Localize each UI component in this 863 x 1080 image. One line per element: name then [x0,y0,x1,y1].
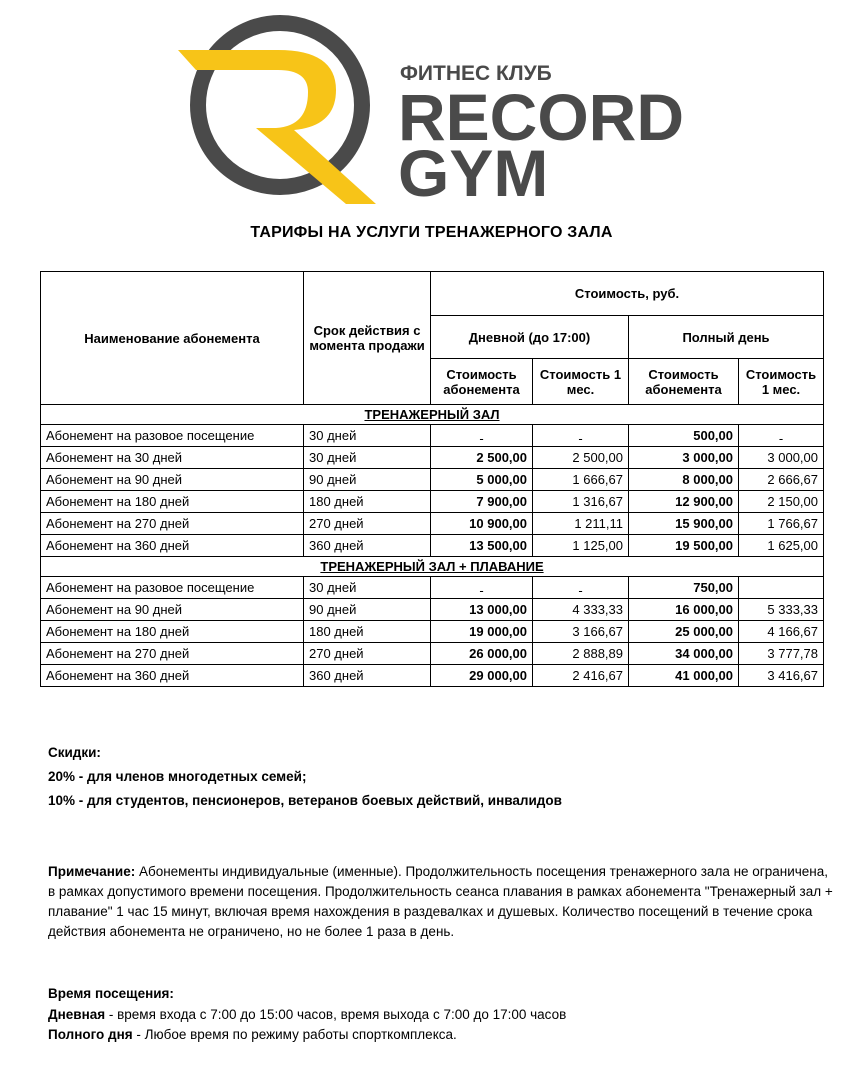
cell-full-month: 3 777,78 [739,643,824,665]
cell-full-price: 16 000,00 [629,599,739,621]
table-row [41,447,824,469]
cell-full-price: 19 500,00 [629,535,739,557]
cell-name: Абонемент на 360 дней [41,665,304,687]
cell-day-month: 2 416,67 [533,665,629,687]
visit-time-block [48,984,566,1046]
cell-day-month: 1 211,11 [533,513,629,535]
cell-full-month: 2 150,00 [739,491,824,513]
cell-name: Абонемент на 180 дней [41,621,304,643]
section-title: ТРЕНАЖЕРНЫЙ ЗАЛ [41,405,824,425]
cell-term: 90 дней [304,599,431,621]
cell-full-price: 750,00 [629,577,739,599]
header-full: Полный день [629,316,824,359]
cell-day-price: 19 000,00 [431,621,533,643]
cell-name: Абонемент на 30 дней [41,447,304,469]
cell-day-month: 4 333,33 [533,599,629,621]
cell-day-month: 2 888,89 [533,643,629,665]
cell-day-price: - [431,425,533,447]
discounts-block [48,741,562,813]
cell-day-month: 1 666,67 [533,469,629,491]
cell-full-month: 1 766,67 [739,513,824,535]
cell-name: Абонемент на 270 дней [41,513,304,535]
cell-day-price: 13 000,00 [431,599,533,621]
table-row [41,665,824,687]
cell-day-price: 2 500,00 [431,447,533,469]
cell-day-month: - [533,425,629,447]
table-row [41,469,824,491]
cell-name: Абонемент на 90 дней [41,599,304,621]
cell-term: 270 дней [304,643,431,665]
cell-term: 180 дней [304,491,431,513]
cell-term: 360 дней [304,665,431,687]
cell-term: 30 дней [304,425,431,447]
page-title: ТАРИФЫ НА УСЛУГИ ТРЕНАЖЕРНОГО ЗАЛА [250,224,613,241]
visit-time-day [48,1005,566,1026]
cell-name: Абонемент на 90 дней [41,469,304,491]
cell-name: Абонемент на 270 дней [41,643,304,665]
logo-record-text: RECORD [398,80,685,154]
discount-item: 10% - для студентов, пенсионеров, ветеранов боевых действий, инвалидов [48,793,562,808]
cell-day-price: 26 000,00 [431,643,533,665]
cell-term: 360 дней [304,535,431,557]
cell-day-price: 13 500,00 [431,535,533,557]
section-row [41,557,824,577]
section-title: ТРЕНАЖЕРНЫЙ ЗАЛ + ПЛАВАНИЕ [41,557,824,577]
header-name: Наименование абонемента [41,272,304,405]
header-full-sub-cost: Стоимость абонемента [629,359,739,405]
cell-full-price: 15 900,00 [629,513,739,535]
cell-full-price: 3 000,00 [629,447,739,469]
header-full-month-cost: Стоимость 1 мес. [739,359,824,405]
cell-full-price: 12 900,00 [629,491,739,513]
note-block [48,862,838,942]
cell-full-month: - [739,425,824,447]
cell-term: 90 дней [304,469,431,491]
discount-item: 20% - для членов многодетных семей; [48,769,307,784]
cell-day-price: 7 900,00 [431,491,533,513]
cell-full-price: 8 000,00 [629,469,739,491]
logo-small-text: ФИТНЕС КЛУБ [400,62,552,85]
logo-gym-text: GYM [398,136,549,208]
cell-full-month: 4 166,67 [739,621,824,643]
visit-time-day-text: - время входа с 7:00 до 15:00 часов, время выхода с 7:00 до 17:00 часов [105,1006,567,1022]
cell-day-month: 3 166,67 [533,621,629,643]
cell-name: Абонемент на разовое посещение [41,425,304,447]
cell-full-month: 1 625,00 [739,535,824,557]
header-day: Дневной (до 17:00) [431,316,629,359]
section-row [41,405,824,425]
cell-day-month: 1 125,00 [533,535,629,557]
table-row [41,491,824,513]
header-day-month-cost: Стоимость 1 мес. [533,359,629,405]
cell-full-price: 25 000,00 [629,621,739,643]
cell-term: 180 дней [304,621,431,643]
cell-name: Абонемент на 180 дней [41,491,304,513]
discounts-title: Скидки: [48,745,101,760]
visit-time-day-label: Дневная [48,1006,106,1022]
visit-time-title: Время посещения: [48,986,174,1001]
cell-day-price: 29 000,00 [431,665,533,687]
cell-full-month: 2 666,67 [739,469,824,491]
header-term: Срок действия с момента продажи [304,272,431,405]
note-text: Абонементы индивидуальные (именные). Продолжительность посещения тренажерного зала не ограничена, в рамках допустимого времени посещения. Продолжительность сеанса плавания в рамках абонемента "Тренажерный зал + плавание" 1 час 15 минут, включая время нахождения в раздевалках и душевых. Количество посещений в течение срока действия абонемента не ограничено, но не более 1 раза в день. [48,864,833,939]
cell-full-price: 500,00 [629,425,739,447]
record-gym-logo [178,8,698,208]
table-body [41,405,824,687]
cell-term: 30 дней [304,577,431,599]
cell-term: 270 дней [304,513,431,535]
cell-day-month: - [533,577,629,599]
cell-day-month: 2 500,00 [533,447,629,469]
logo-ring-icon [198,23,362,187]
cell-full-price: 41 000,00 [629,665,739,687]
cell-day-price: 5 000,00 [431,469,533,491]
table-row [41,425,824,447]
cell-full-month [739,577,824,599]
table-row [41,513,824,535]
table-row [41,577,824,599]
cell-name: Абонемент на разовое посещение [41,577,304,599]
visit-time-full-text: - Любое время по режиму работы спорткомплекса. [132,1027,457,1042]
price-table [40,271,824,687]
table-row [41,621,824,643]
visit-time-full-label: Полного дня [48,1027,133,1042]
note-label: Примечание: [48,864,136,879]
table-row [41,599,824,621]
cell-full-month: 3 416,67 [739,665,824,687]
cell-day-price: - [431,577,533,599]
cell-name: Абонемент на 360 дней [41,535,304,557]
cell-day-price: 10 900,00 [431,513,533,535]
cell-full-month: 3 000,00 [739,447,824,469]
cell-full-price: 34 000,00 [629,643,739,665]
visit-time-full [48,1025,566,1046]
table-row [41,535,824,557]
cell-term: 30 дней [304,447,431,469]
cell-full-month: 5 333,33 [739,599,824,621]
header-day-sub-cost: Стоимость абонемента [431,359,533,405]
table-row [41,643,824,665]
header-cost: Стоимость, руб. [431,272,824,316]
cell-day-month: 1 316,67 [533,491,629,513]
